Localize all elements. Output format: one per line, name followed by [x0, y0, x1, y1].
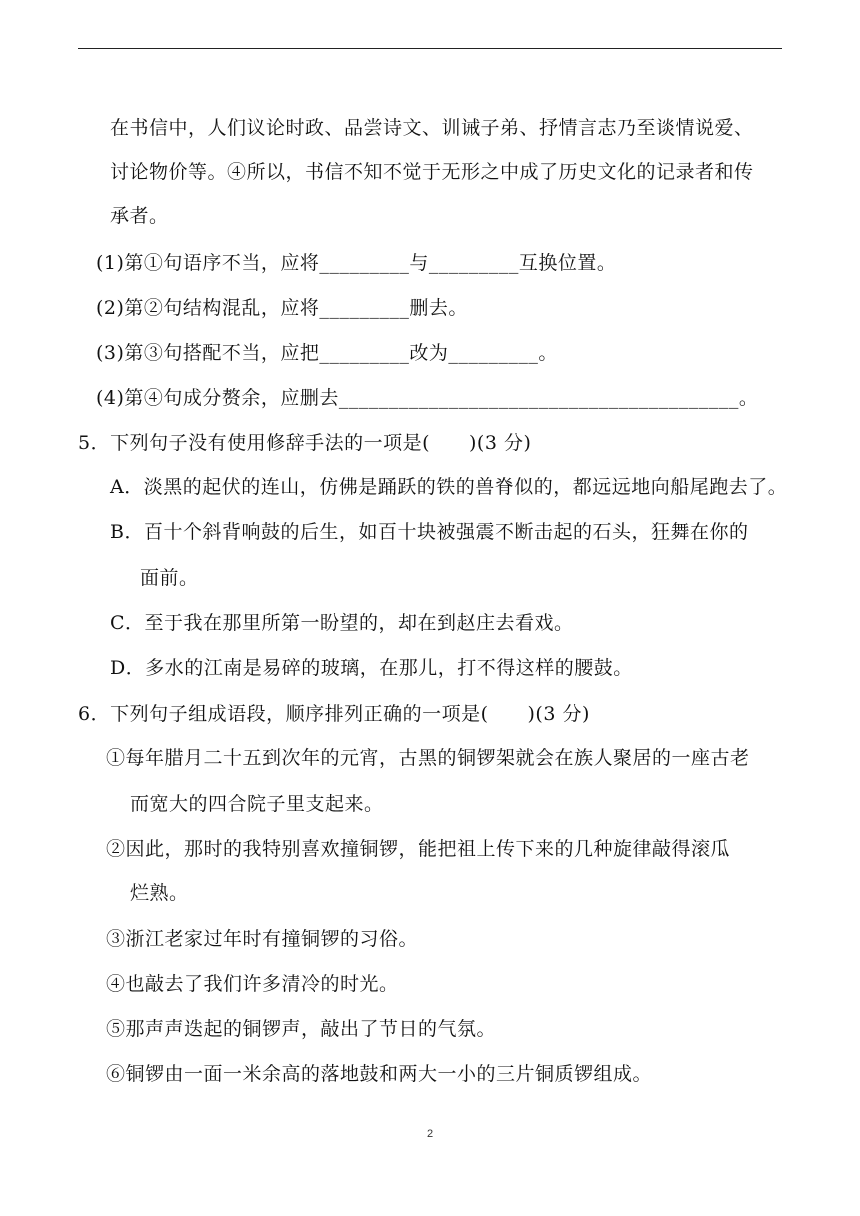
q5-option-a: A．淡黑的起伏的连山，仿佛是踊跃的铁的兽脊似的，都远远地向船尾跑去了。	[110, 476, 788, 498]
q6-stem: 6．下列句子组成语段，顺序排列正确的一项是( )(3 分)	[78, 703, 590, 725]
q4-sub-4: (4)第④句成分赘余，应删去________________________________________。	[96, 387, 759, 409]
q5-option-b-cont: 面前。	[140, 567, 199, 589]
passage-line-3: 承者。	[110, 205, 169, 227]
q4-sub-2: (2)第②句结构混乱，应将_________删去。	[96, 297, 468, 319]
q5-option-c: C．至于我在那里所第一盼望的，却在到赵庄去看戏。	[110, 612, 574, 634]
page-number: 2	[426, 1128, 434, 1140]
q5-option-b: B．百十个斜背响鼓的后生，如百十块被强震不断击起的石头，狂舞在你的	[110, 521, 749, 543]
q6-item-1: ①每年腊月二十五到次年的元宵，古黑的铜锣架就会在族人聚居的一座古老	[106, 747, 750, 769]
q5-option-d: D．多水的江南是易碎的玻璃，在那儿，打不得这样的腰鼓。	[110, 657, 633, 679]
q4-sub-3: (3)第③句搭配不当，应把_________改为_________。	[96, 342, 558, 364]
q6-item-5: ⑤那声声迭起的铜锣声，敲出了节日的气氛。	[106, 1018, 497, 1040]
q5-stem: 5．下列句子没有使用修辞手法的一项是( )(3 分)	[78, 432, 532, 454]
q6-item-6: ⑥铜锣由一面一米余高的落地鼓和两大一小的三片铜质锣组成。	[106, 1063, 653, 1085]
q6-item-2: ②因此，那时的我特别喜欢撞铜锣，能把祖上传下来的几种旋律敲得滚瓜	[106, 838, 731, 860]
q4-sub-1: (1)第①句语序不当，应将_________与_________互换位置。	[96, 252, 617, 274]
q6-item-3: ③浙江老家过年时有撞铜锣的习俗。	[106, 928, 419, 950]
q6-item-2-cont: 烂熟。	[130, 882, 189, 904]
q6-item-4: ④也敲去了我们许多清冷的时光。	[106, 973, 399, 995]
passage-line-1: 在书信中，人们议论时政、品尝诗文、训诫子弟、抒情言志乃至谈情说爱、	[110, 117, 754, 139]
q6-item-1-cont: 而宽大的四合院子里支起来。	[130, 793, 384, 815]
header-rule	[78, 48, 782, 49]
passage-line-2: 讨论物价等。④所以，书信不知不觉于无形之中成了历史文化的记录者和传	[110, 161, 754, 183]
